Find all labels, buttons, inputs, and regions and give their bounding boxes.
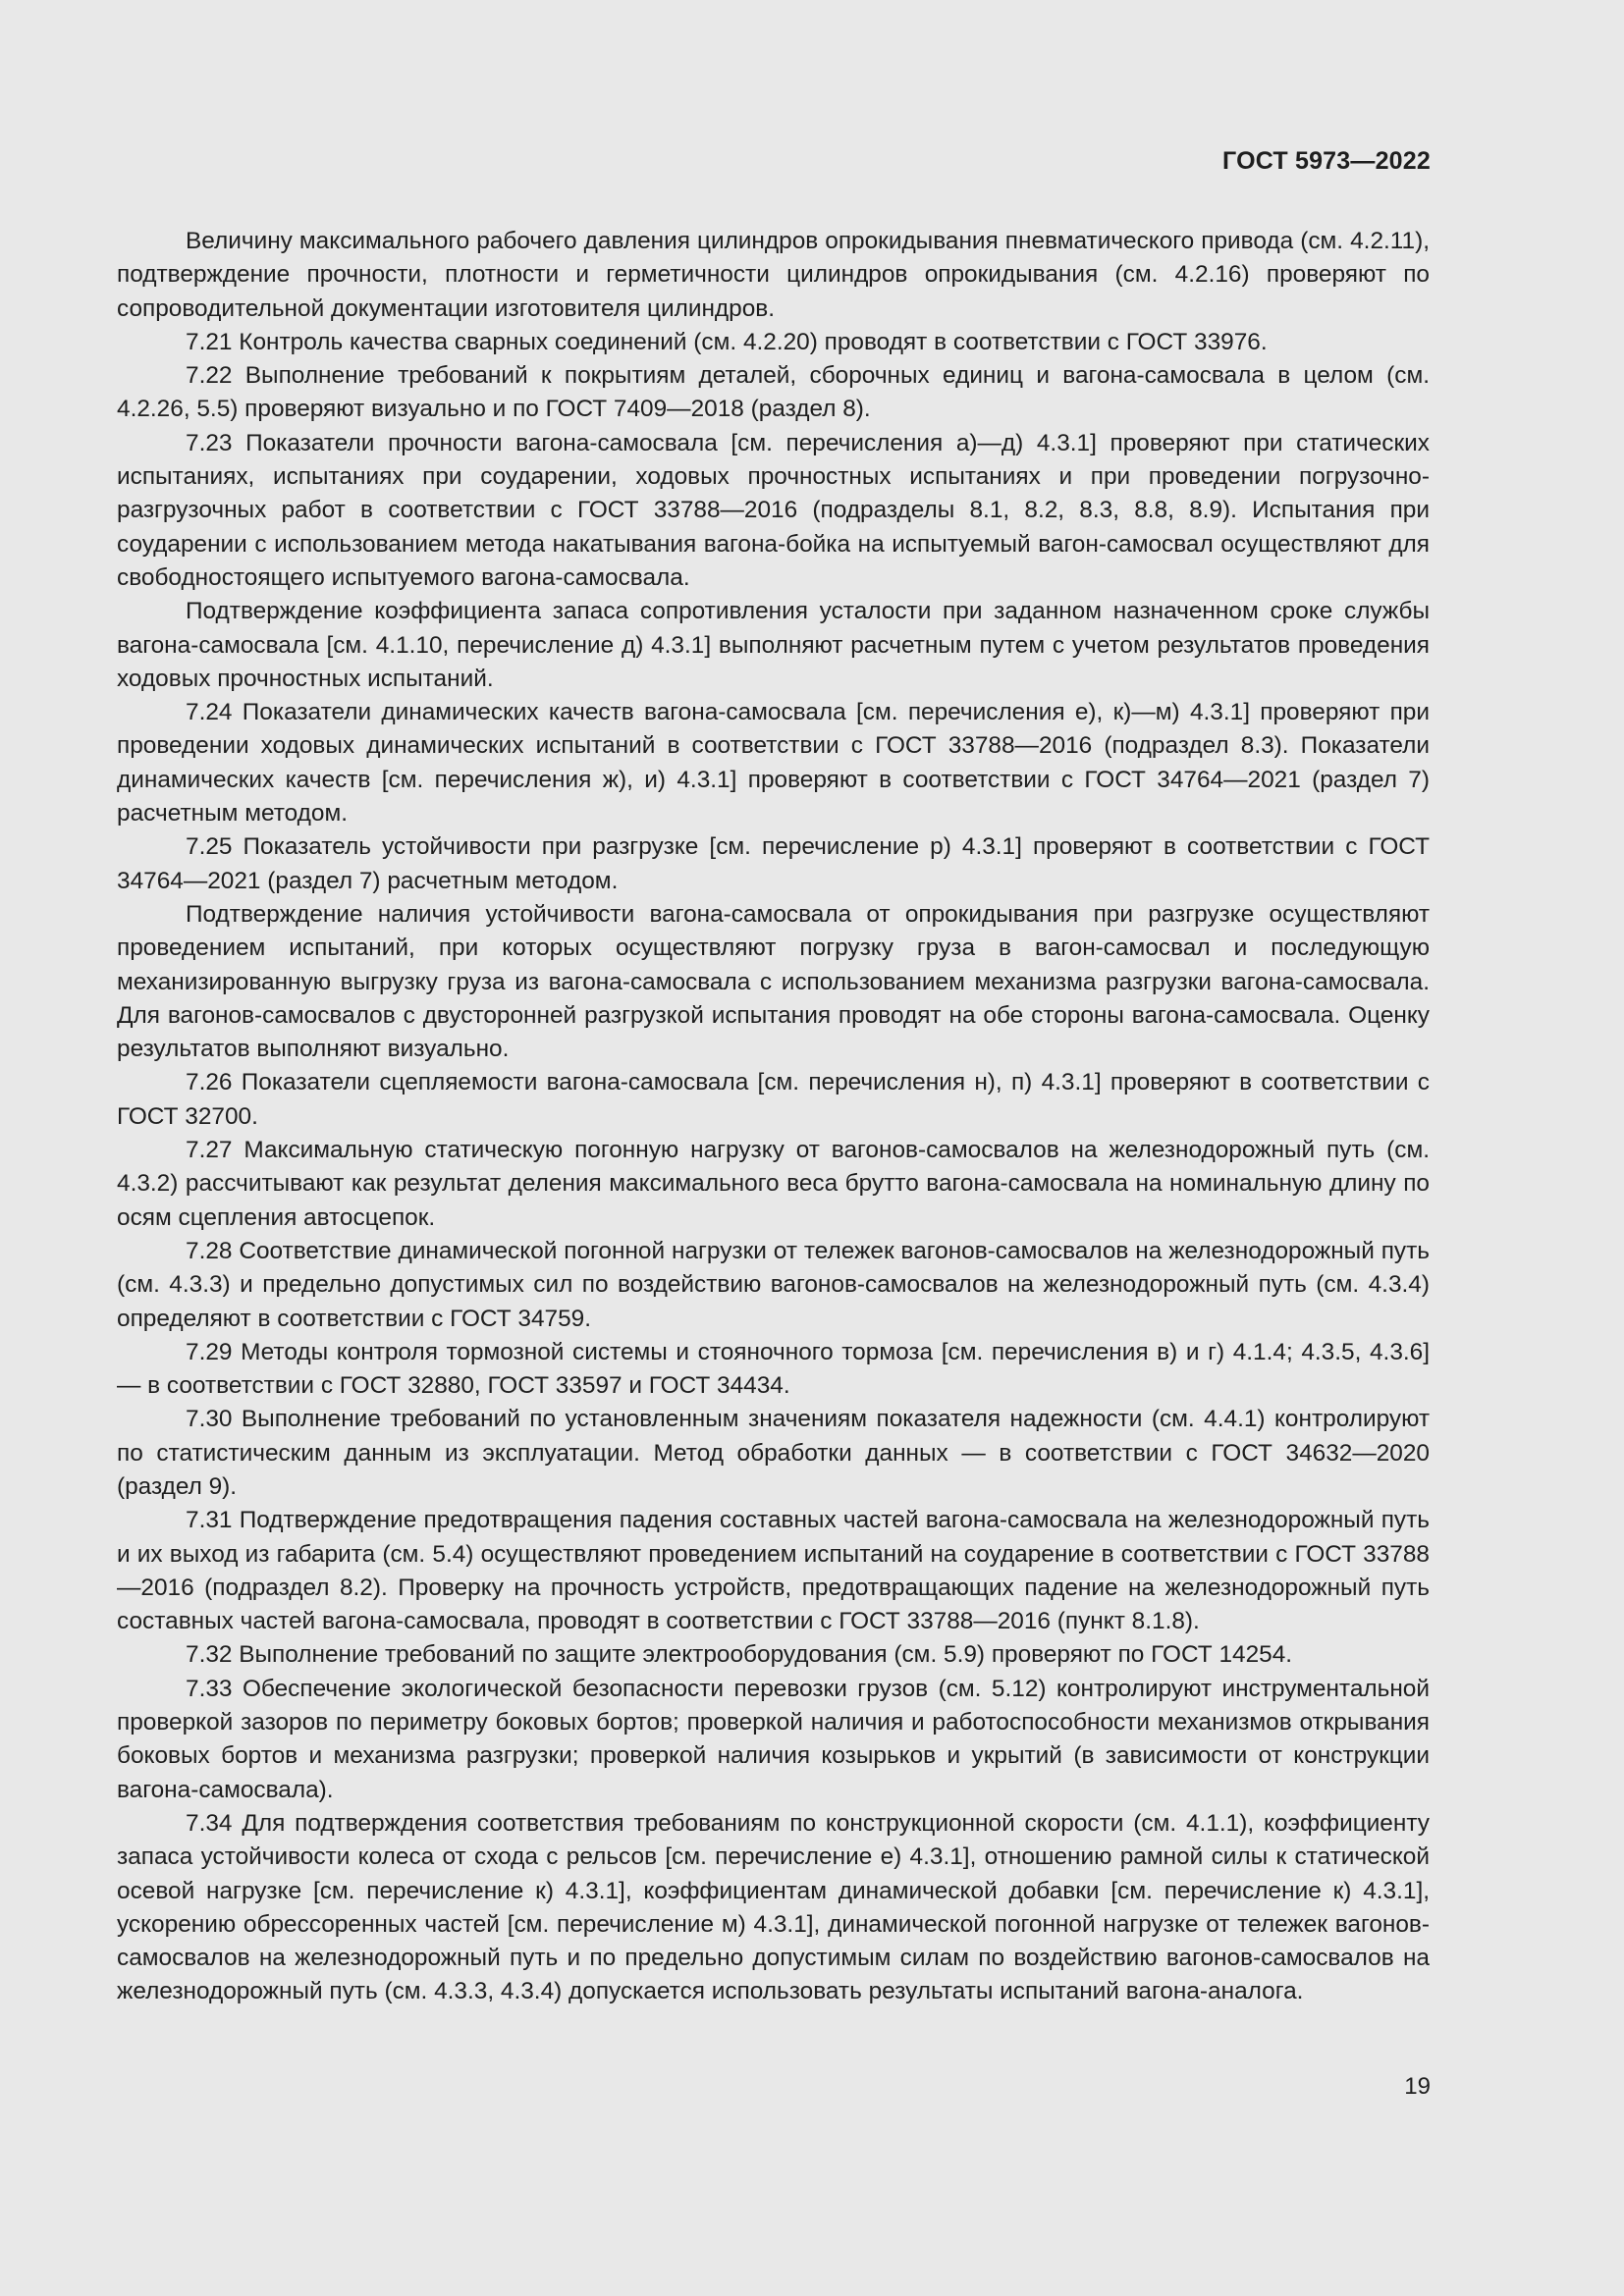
paragraph: Подтверждение коэффициента запаса сопротивления усталости при заданном назначенном сроке службы вагона-самосвала [см. 4.1.10, перечисление д) 4.3.1] выполняют расчетным путем с учетом результатов проведения ходовых прочностных испытаний. bbox=[117, 598, 1430, 692]
document-code-header: ГОСТ 5973—2022 bbox=[1222, 147, 1431, 175]
paragraph: 7.27 Максимальную статическую погонную нагрузку от вагонов-самосвалов на железнодорожный путь (см. 4.3.2) рассчитывают как результат деления максимального веса брутто вагона-самосвала на номинальную длину по осям сцепления автосцепок. bbox=[117, 1137, 1430, 1231]
paragraph: 7.33 Обеспечение экологической безопасности перевозки грузов (см. 5.12) контролируют инструментальной проверкой зазоров по периметру боковых бортов; проверкой наличия и работоспособности механизмов открывания боковых бортов и механизма разгрузки; проверкой наличия козырьков и укрытий (в зависимости от конструкции вагона-самосвала). bbox=[117, 1675, 1430, 1803]
paragraph: Величину максимального рабочего давления цилиндров опрокидывания пневматического привода (см. 4.2.11), подтверждение прочности, плотности и герметичности цилиндров опрокидывания (см. 4.2.16) проверяют по сопроводительной документации изготовителя цилиндров. bbox=[117, 228, 1430, 322]
paragraph: 7.28 Соответствие динамической погонной нагрузки от тележек вагонов-самосвалов на железнодорожный путь (см. 4.3.3) и предельно допустимых сил по воздействию вагонов-самосвалов на железнодорожный путь (см. 4.3.4) определяют в соответствии с ГОСТ 34759. bbox=[117, 1237, 1430, 1332]
paragraph: 7.32 Выполнение требований по защите электрооборудования (см. 5.9) проверяют по ГОСТ 14254. bbox=[186, 1641, 1293, 1669]
paragraph: 7.23 Показатели прочности вагона-самосвала [см. перечисления а)—д) 4.3.1] проверяют при статических испытаниях, испытаниях при соударении, ходовых прочностных испытаниях и при проведении погрузочно-разгрузочных работ в соответствии с ГОСТ 33788—2016 (подразделы 8.1, 8.2, 8.3, 8.8, 8.9). Испытания при соударении с использованием метода накатывания вагона-бойка на испытуемый вагон-самосвал осуществляют для свободностоящего испытуемого вагона-самосвала. bbox=[117, 429, 1430, 591]
paragraph: 7.25 Показатель устойчивости при разгрузке [см. перечисление р) 4.3.1] проверяют в соответствии с ГОСТ 34764—2021 (раздел 7) расчетным методом. bbox=[117, 833, 1430, 894]
paragraph: Подтверждение наличия устойчивости вагона-самосвала от опрокидывания при разгрузке осуществляют проведением испытаний, при которых осуществляют погрузку груза в вагон-самосвал и последующую механизированную выгрузку груза из вагона-самосвала с использованием механизма разгрузки вагона-самосвала. Для вагонов-самосвалов с двусторонней разгрузкой испытания проводят на обе стороны вагона-самосвала. Оценку результатов выполняют визуально. bbox=[117, 900, 1430, 1063]
document-body bbox=[117, 225, 1430, 2009]
paragraph: 7.31 Подтверждение предотвращения падения составных частей вагона-самосвала на железнодорожный путь и их выход из габарита (см. 5.4) осуществляют проведением испытаний на соударение в соответствии с ГОСТ 33788—2016 (подраздел 8.2). Проверку на прочность устройств, предотвращающих падение на железнодорожный путь составных частей вагона-самосвала, проводят в соответствии с ГОСТ 33788—2016 (пункт 8.1.8). bbox=[117, 1507, 1430, 1635]
paragraph: 7.26 Показатели сцепляемости вагона-самосвала [см. перечисления н), п) 4.3.1] проверяют в соответствии с ГОСТ 32700. bbox=[117, 1069, 1430, 1130]
paragraph: 7.21 Контроль качества сварных соединений (см. 4.2.20) проводят в соответствии с ГОСТ 33976. bbox=[186, 328, 1268, 355]
paragraph: 7.34 Для подтверждения соответствия требованиям по конструкционной скорости (см. 4.1.1), коэффициенту запаса устойчивости колеса от схода с рельсов [см. перечисление е) 4.3.1], отношению рамной силы к статической осевой нагрузке [см. перечисление к) 4.3.1], коэффициентам динамической добавки [см. перечисление к) 4.3.1], ускорению обрессоренных частей [см. перечисление м) 4.3.1], динамической погонной нагрузке от тележек вагонов-самосвалов на железнодорожный путь и по предельно допустимым силам по воздействию вагонов-самосвалов на железнодорожный путь (см. 4.3.3, 4.3.4) допускается использовать результаты испытаний вагона-аналога. bbox=[117, 1809, 1430, 2005]
page-number: 19 bbox=[1404, 2073, 1431, 2100]
paragraph: 7.22 Выполнение требований к покрытиям деталей, сборочных единиц и вагона-самосвала в целом (см. 4.2.26, 5.5) проверяют визуально и по ГОСТ 7409—2018 (раздел 8). bbox=[117, 362, 1430, 423]
paragraph: 7.30 Выполнение требований по установленным значениям показателя надежности (см. 4.4.1) контролируют по статистическим данным из эксплуатации. Метод обработки данных — в соответствии с ГОСТ 34632—2020 (раздел 9). bbox=[117, 1406, 1430, 1500]
paragraph: 7.24 Показатели динамических качеств вагона-самосвала [см. перечисления е), к)—м) 4.3.1] проверяют при проведении ходовых динамических испытаний в соответствии с ГОСТ 33788—2016 (подраздел 8.3). Показатели динамических качеств [см. перечисления ж), и) 4.3.1] проверяют в соответствии с ГОСТ 34764—2021 (раздел 7) расчетным методом. bbox=[117, 699, 1430, 828]
paragraph: 7.29 Методы контроля тормозной системы и стояночного тормоза [см. перечисления в) и г) 4.1.4; 4.3.5, 4.3.6] — в соответствии с ГОСТ 32880, ГОСТ 33597 и ГОСТ 34434. bbox=[117, 1338, 1430, 1400]
